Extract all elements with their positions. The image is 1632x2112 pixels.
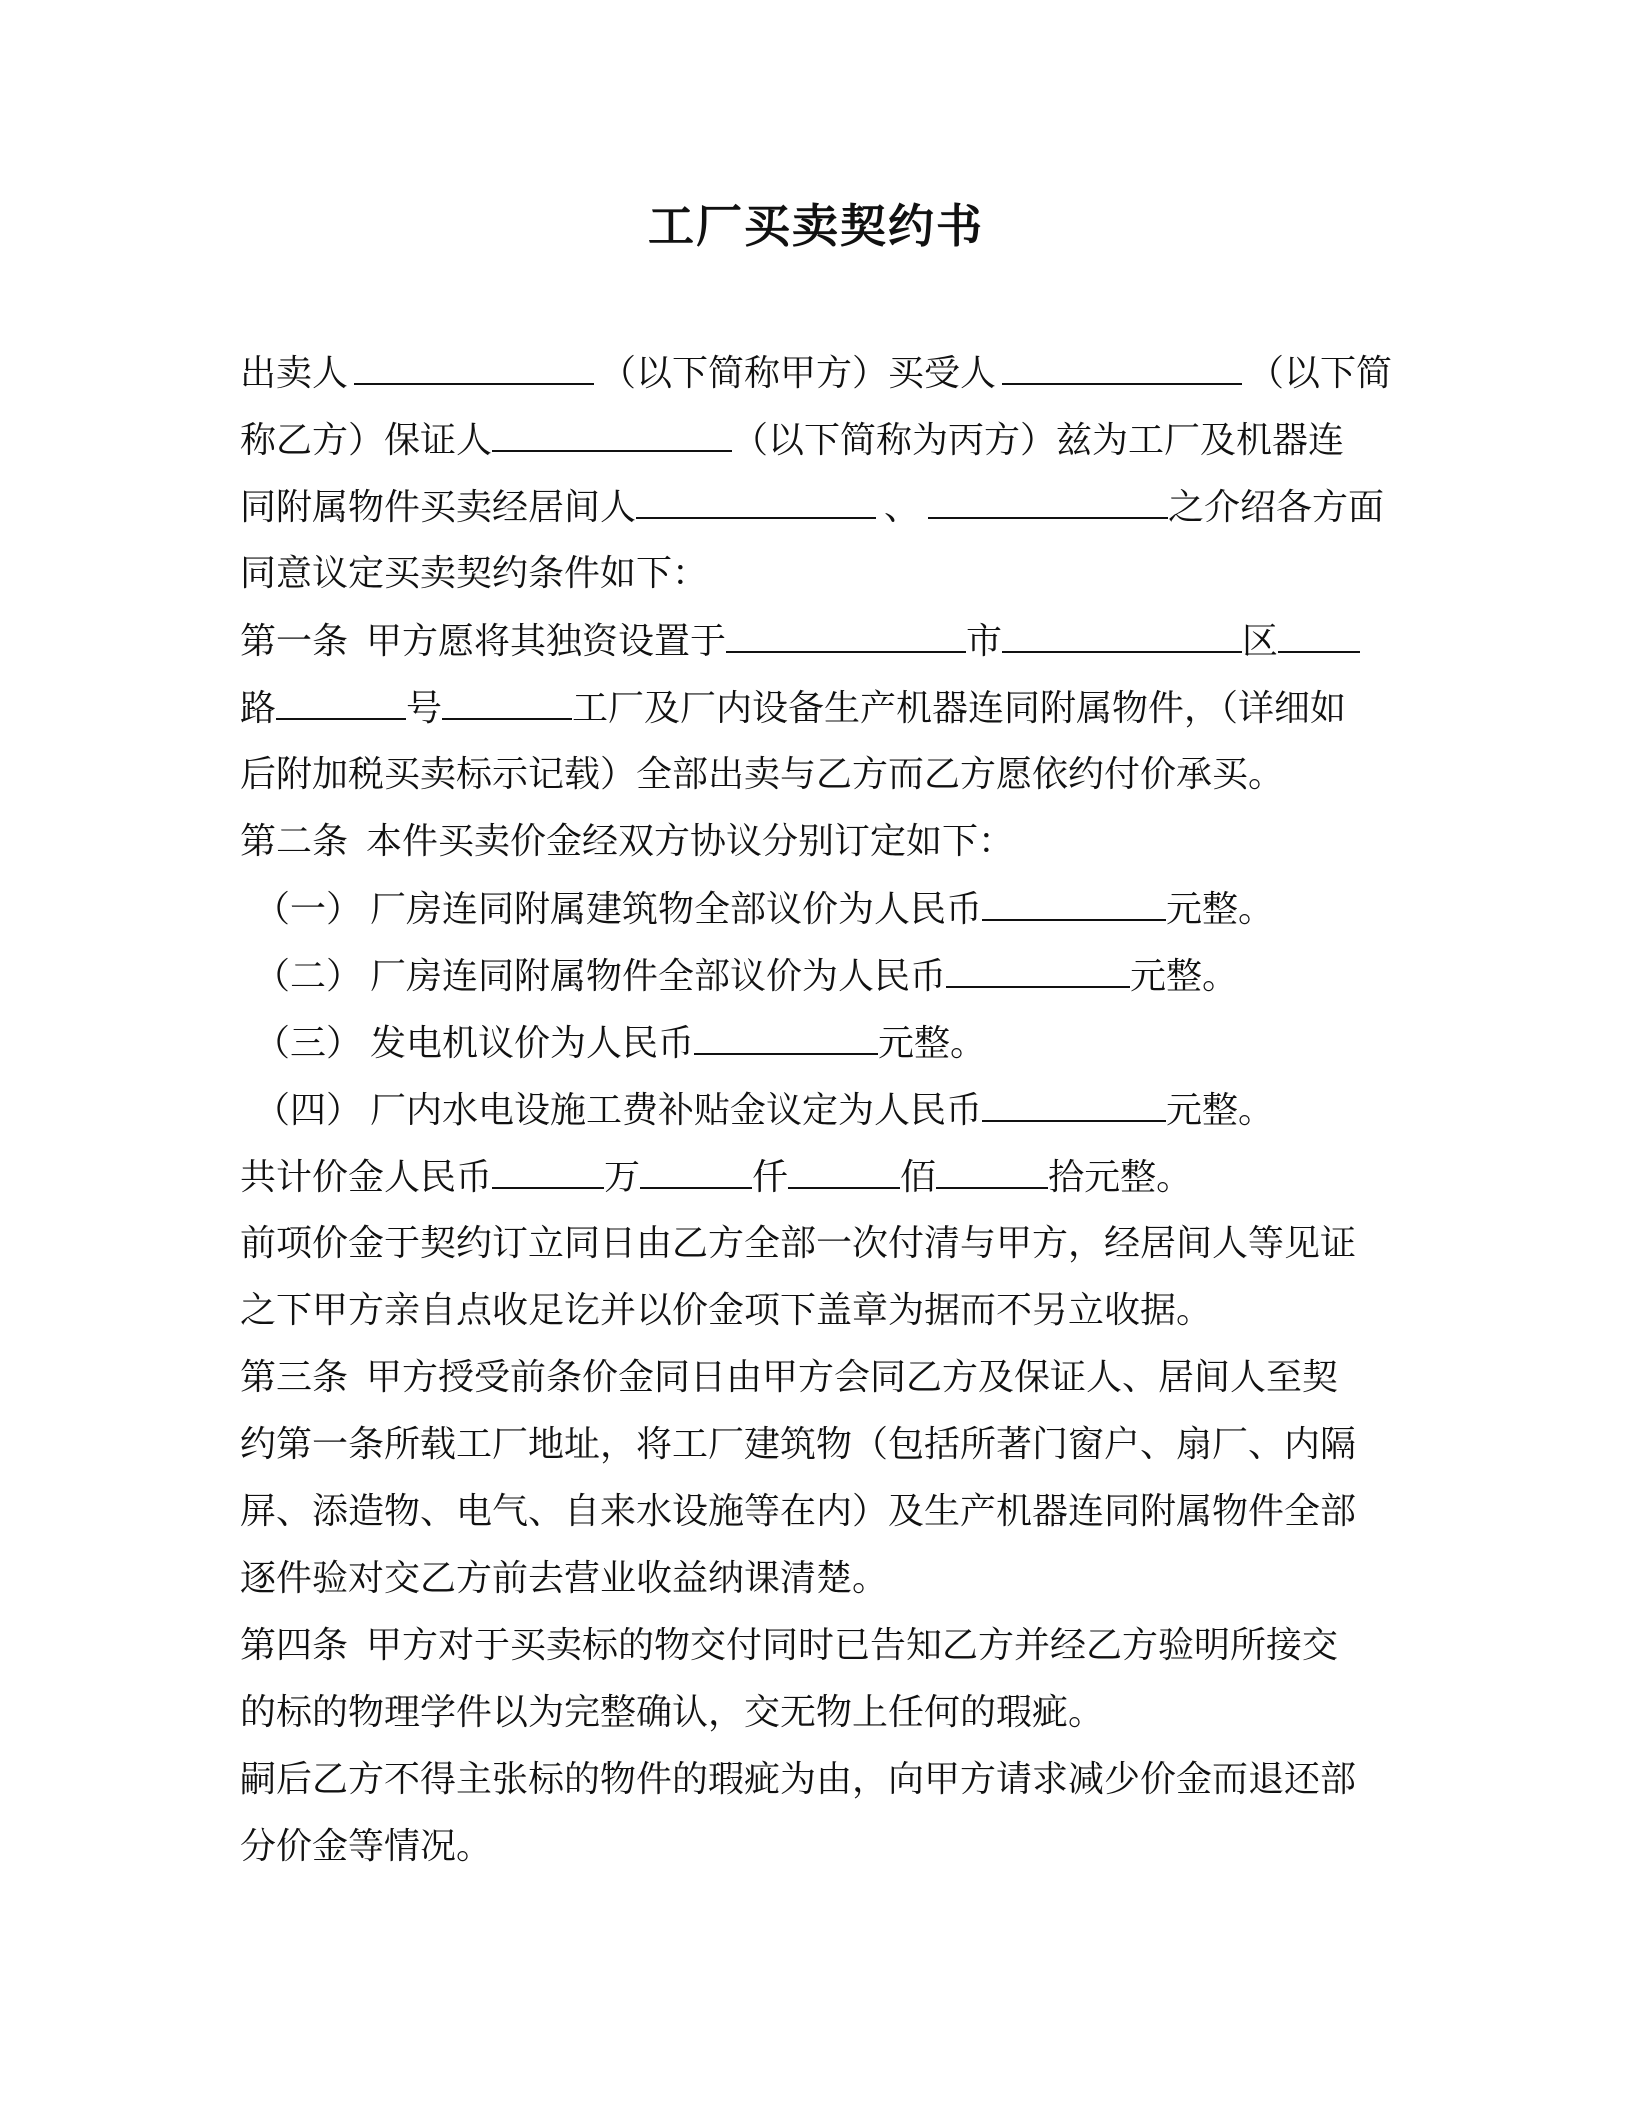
- intro-text: （以下简称为丙方）兹为工厂及机器连: [732, 420, 1345, 461]
- total-label: 共计价金人民币: [240, 1157, 493, 1198]
- road-blank[interactable]: [1278, 607, 1360, 653]
- payment-line-2: [240, 1277, 1392, 1344]
- article-2-label: 第二条: [240, 821, 349, 862]
- article-3-line-2: [240, 1411, 1392, 1478]
- price-item-suffix: 元整。: [1166, 1090, 1275, 1131]
- price-item-1: [240, 875, 1392, 942]
- article-3-line-3: [240, 1478, 1392, 1545]
- district-blank[interactable]: [1002, 607, 1242, 653]
- article-text: 约第一条所载工厂地址，将工厂建筑物（包括所著门窗户、扇厂、内隔: [240, 1424, 1357, 1465]
- total-qian-blank[interactable]: [640, 1143, 752, 1189]
- intro-line-4: [240, 540, 1392, 607]
- unit-qian: 仟: [752, 1157, 789, 1198]
- seller-blank[interactable]: [354, 339, 594, 385]
- article-2-line-1: [240, 808, 1392, 875]
- price-blank-3[interactable]: [694, 1009, 878, 1055]
- price-item-4: [240, 1076, 1392, 1143]
- article-4-line-3: [240, 1746, 1392, 1813]
- article-3-line-1: [240, 1344, 1392, 1411]
- price-item-3: [240, 1009, 1392, 1076]
- payment-line-1: [240, 1210, 1392, 1277]
- price-item-text: 发电机议价为人民币: [370, 1023, 695, 1064]
- article-4-label: 第四条: [240, 1625, 349, 1666]
- guarantor-blank[interactable]: [492, 406, 732, 452]
- unit-bai: 佰: [900, 1157, 937, 1198]
- intro-line-2: [240, 406, 1392, 473]
- article-3-line-4: [240, 1545, 1392, 1612]
- price-item-suffix: 元整。: [1130, 956, 1239, 997]
- article-4-line-4: [240, 1813, 1392, 1880]
- document-body: [240, 339, 1392, 1880]
- article-text: 的标的物理学件以为完整确认，交无物上任何的瑕疵。: [240, 1692, 1105, 1733]
- article-text: 甲方愿将其独资设置于: [366, 621, 727, 662]
- intro-line-1: [240, 339, 1392, 406]
- price-item-text: 厂内水电设施工费补贴金议定为人民币: [370, 1090, 983, 1131]
- unit-shi: 拾元整。: [1048, 1157, 1193, 1198]
- article-text: 甲方授受前条价金同日由甲方会同乙方及保证人、居间人至契: [366, 1357, 1339, 1398]
- total-bai-blank[interactable]: [788, 1143, 900, 1189]
- broker-label: 同附属物件买卖经居间人: [240, 487, 637, 528]
- price-item-number: （四）: [254, 1090, 363, 1131]
- buyer-label: （以下简称甲方）买受人: [599, 353, 996, 394]
- article-text: 屏、添造物、电气、自来水设施等在内）及生产机器连同附属物件全部: [240, 1491, 1357, 1532]
- article-text: 工厂及厂内设备生产机器连同附属物件，（详细如: [572, 688, 1347, 729]
- price-blank-4[interactable]: [982, 1076, 1166, 1122]
- price-blank-1[interactable]: [982, 875, 1166, 921]
- article-text: 分价金等情况。: [240, 1826, 493, 1867]
- article-text: 本件买卖价金经双方协议分别订定如下：: [366, 821, 1015, 862]
- intro-line-3: [240, 473, 1392, 540]
- price-item-number: （二）: [254, 956, 363, 997]
- article-4-line-1: [240, 1612, 1392, 1679]
- paragraph-text: 之下甲方亲自点收足讫并以价金项下盖章为据而不另立收据。: [240, 1290, 1213, 1331]
- price-item-text: 厂房连同附属物件全部议价为人民币: [370, 956, 947, 997]
- number-blank[interactable]: [442, 674, 572, 720]
- total-wan-blank[interactable]: [492, 1143, 604, 1189]
- article-text: 嗣后乙方不得主张标的物件的瑕疵为由，向甲方请求减少价金而退还部: [240, 1759, 1357, 1800]
- price-item-suffix: 元整。: [1166, 889, 1275, 930]
- price-item-text: 厂房连同附属建筑物全部议价为人民币: [370, 889, 983, 930]
- road-label: 路: [240, 688, 277, 729]
- document-title: 工厂买卖契约书: [648, 199, 984, 253]
- district-label: 区: [1242, 621, 1279, 662]
- price-item-number: （三）: [254, 1023, 363, 1064]
- broker-blank-1[interactable]: [636, 473, 876, 519]
- number-label: 号: [406, 688, 443, 729]
- road-name-blank[interactable]: [276, 674, 406, 720]
- broker-blank-2[interactable]: [928, 473, 1168, 519]
- separator: 、: [884, 487, 921, 528]
- city-blank[interactable]: [726, 607, 966, 653]
- city-label: 市: [966, 621, 1003, 662]
- total-price-line: [240, 1143, 1392, 1210]
- price-blank-2[interactable]: [946, 942, 1130, 988]
- paragraph-text: 前项价金于契约订立同日由乙方全部一次付清与甲方，经居间人等见证: [240, 1223, 1357, 1264]
- article-1-line-3: [240, 741, 1392, 808]
- seller-label: 出卖人: [240, 353, 349, 394]
- article-3-label: 第三条: [240, 1357, 349, 1398]
- intro-text: 同意议定买卖契约条件如下：: [240, 553, 709, 594]
- intro-text: （以下简: [1247, 353, 1392, 394]
- article-1-line-2: [240, 674, 1392, 741]
- total-shi-blank[interactable]: [936, 1143, 1048, 1189]
- article-4-line-2: [240, 1679, 1392, 1746]
- price-item-2: [240, 942, 1392, 1009]
- article-text: 甲方对于买卖标的物交付同时已告知乙方并经乙方验明所接交: [366, 1625, 1339, 1666]
- buyer-blank[interactable]: [1002, 339, 1242, 385]
- unit-wan: 万: [604, 1157, 641, 1198]
- price-item-number: （一）: [254, 889, 363, 930]
- article-text: 逐件验对交乙方前去营业收益纳课清楚。: [240, 1558, 889, 1599]
- article-text: 后附加税买卖标示记载）全部出卖与乙方而乙方愿依约付价承买。: [240, 754, 1285, 795]
- guarantor-label: 称乙方）保证人: [240, 420, 493, 461]
- article-1-line-1: [240, 607, 1392, 674]
- price-item-suffix: 元整。: [878, 1023, 987, 1064]
- intro-text: 之介绍各方面: [1168, 487, 1385, 528]
- article-1-label: 第一条: [240, 621, 349, 662]
